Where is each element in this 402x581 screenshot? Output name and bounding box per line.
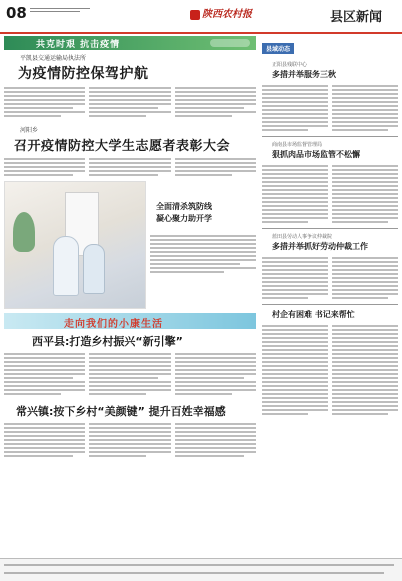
photo-headline-line-1: 全面清杀筑防线 xyxy=(156,202,212,211)
right-column xyxy=(262,36,398,417)
story2-kicker: 河阳乡 xyxy=(20,127,39,134)
topic-banner-2-title: 走向我们的小康生活 xyxy=(64,319,163,330)
right-item-3 xyxy=(262,233,398,301)
story3-headline[interactable]: 西平县:打造乡村振兴“新引擎” xyxy=(32,335,183,348)
photo-headline[interactable] xyxy=(156,201,256,225)
story2-headline[interactable]: 召开疫情防控大学生志愿者表彰大会 xyxy=(14,139,231,154)
story2-body xyxy=(4,156,256,178)
story4-body xyxy=(4,421,256,459)
right-item-1-kicker: 正阳县残联中心 xyxy=(272,62,308,68)
right-item-2-kicker: 商南县市场监督管理局 xyxy=(272,142,323,148)
right-item-2-headline[interactable]: 狠抓肉品市场监管不松懈 xyxy=(272,150,360,159)
right-divider-3 xyxy=(262,304,398,305)
footer-line-2 xyxy=(4,572,384,574)
page-number: 08 xyxy=(6,4,27,22)
left-column xyxy=(4,36,256,459)
photo-headline-line-2: 凝心聚力助开学 xyxy=(156,214,212,223)
masthead xyxy=(0,0,402,34)
right-item-1 xyxy=(262,61,398,133)
footer-line-1 xyxy=(4,564,394,566)
issue-info xyxy=(30,6,100,14)
right-item-4-headline[interactable]: 村企有困难 书记来帮忙 xyxy=(272,310,355,319)
person-shape-2 xyxy=(83,244,105,294)
right-divider-2 xyxy=(262,228,398,229)
right-section-tag: 县域动态 xyxy=(262,43,294,54)
section-title: 县区新闻 xyxy=(329,10,382,25)
plant-shape xyxy=(13,212,35,252)
right-item-3-headline[interactable]: 多措并举抓好劳动仲裁工作 xyxy=(272,242,368,251)
story1-body xyxy=(4,85,256,119)
logo-mark-icon xyxy=(190,10,200,20)
photo-side-text xyxy=(150,181,256,309)
right-item-4 xyxy=(262,309,398,417)
topic-banner-title: 共克时艰 抗击疫情 xyxy=(36,40,121,50)
story1-headline[interactable]: 为疫情防控保驾护航 xyxy=(18,66,149,82)
story4-headline[interactable]: 常兴镇:按下乡村“美颜键” 提升百姓幸福感 xyxy=(16,405,226,418)
right-item-3-kicker: 蓝田县劳动人事争议仲裁院 xyxy=(272,234,333,240)
person-shape xyxy=(53,236,79,296)
banner-decoration xyxy=(210,39,250,47)
topic-banner xyxy=(4,36,256,50)
photo-section xyxy=(4,181,256,309)
right-divider-1 xyxy=(262,136,398,137)
paper-name: 陕西农村报 xyxy=(202,9,252,20)
story3-body xyxy=(4,351,256,397)
paper-logo xyxy=(190,5,252,20)
disinfection-photo xyxy=(4,181,146,309)
right-item-1-headline[interactable]: 多措并举服务三秋 xyxy=(272,70,336,79)
topic-banner-2 xyxy=(4,313,256,329)
right-item-2 xyxy=(262,141,398,225)
story1-kicker: 平凯县交通运输局执法所 xyxy=(20,55,87,62)
footer xyxy=(0,558,402,581)
